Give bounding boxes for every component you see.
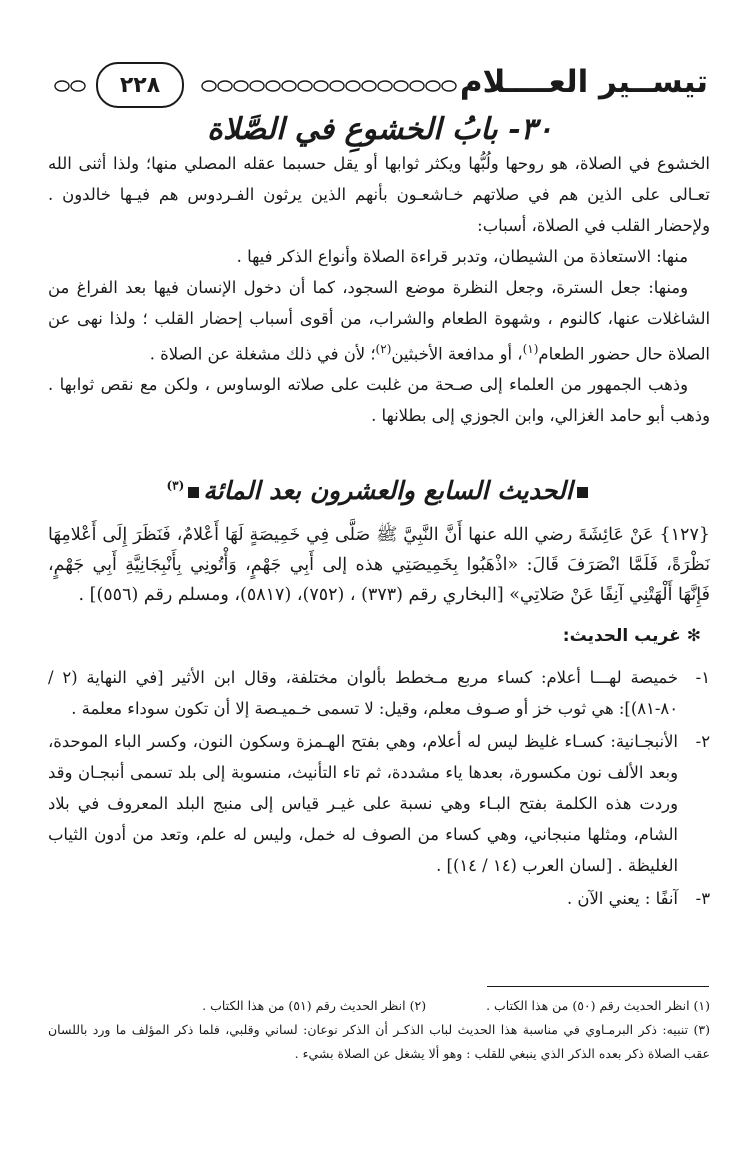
list-item [48, 662, 710, 724]
gharib-heading-text: غريب الحديث: [562, 626, 681, 646]
footnote-3: (٣) تنبيه: ذكر البرمـاوي في مناسبة هذا الحديث لباب الذكـر أن الذكر نوعان: لساني وقلبي، فلما ذكر المؤلف ما ورد باللسان عقب الصلاة ذكر بعده الذكر الذي ينبغي للقلب : وهو ألا يشغل عن الصلاة بشيء . [48, 1022, 710, 1061]
square-bullet-icon [577, 487, 588, 498]
paragraph-text: ، أو مدافعة الأخبثين [391, 344, 523, 364]
asterisk-icon: ✻ [686, 626, 701, 646]
hadith-heading [48, 476, 710, 505]
paragraph-causes-second [48, 272, 710, 369]
paragraph-text: ؛ لأن في ذلك مشغلة عن الصلاة . [149, 344, 376, 364]
page-header [52, 62, 708, 108]
footnote-divider [487, 986, 709, 987]
decorative-chain-ornament [200, 78, 460, 94]
gharib-list [48, 662, 710, 916]
page-number: ٢٢٨ [96, 62, 184, 108]
list-item-number: ٣- [695, 889, 710, 908]
footnote-ref-1: (١) [522, 342, 539, 356]
footnote-row [48, 994, 710, 1018]
list-item-text: آنفًا : يعني الآن . [567, 889, 678, 908]
paragraph-khushu: الخشوع في الصلاة، هو روحها ولُبُّها ويكثر ثوابها أو يقل حسبما عقله المصلي منها؛ ولذا أثنى الله تعـالى على الذين هم في صلاتهم خـاشعـون بأنهم الذين يرثون الفـردوس هم فيـها خالدون . ولإحضار القلب في الصلاة، أسباب: [48, 154, 710, 235]
hadith-text [48, 520, 710, 610]
intro-text [48, 148, 710, 431]
list-item-text: خميصة لهـــا أعلام: كساء مربع مـخطط بألوان مختلفة، وقال ابن الأثير [في النهاية (٢ / ٨٠-٨١)]: هي ثوب خز أو صـوف معلم، وقيل: لا تسمى خـميـصة إلا أن تكون سوداء معلمة . [48, 668, 678, 718]
list-item-text: الأنبجـانية: كسـاء غليظ ليس له أعلام، وهي بفتح الهـمزة وسكون النون، وكسر الباء الموحدة، وبعد الألف نون مكسورة، بعدها ياء مشددة، ثم تاء التأنيث، منسوبة إلى بلد تسمى أنبجـان وقد وردت هذه الكلمة بفتح البـاء وهي نسبة على غيـر قياس إلى منبج البلد المعروف في بلاد الشام، ومثلها منبجاني، وهي كساء من الصوف له خمل، وليس له علم، وتعد من أدون الثياب الغليظة . [لسان العرب (١٤ / ١٤)] . [48, 732, 678, 875]
footnote-ref-3: (٣) [166, 478, 185, 493]
list-item-number: ٢- [695, 732, 710, 751]
list-item-number: ١- [695, 668, 710, 687]
decorative-chain-ornament-small [52, 78, 96, 94]
gharib-heading [563, 626, 701, 646]
footnotes [48, 994, 710, 1066]
list-item [48, 726, 710, 881]
paragraph-text: ومنها: جعل السترة، وجعل النظرة موضع السجود، كما أن دخول الإنسان فيها بعد الفراغ من الشاغلات عنها، كالنوم ، وشهوة الطعام والشراب، من أقوى أسباب إحضار القلب ؛ ولذا نهى عن الصلاة حال حضور الطعام [48, 278, 710, 364]
list-item [48, 883, 710, 914]
footnote-1: (١) انظر الحديث رقم (٥٠) من هذا الكتاب . [486, 998, 710, 1013]
hadith-heading-text: الحديث السابع والعشرون بعد المائة [203, 476, 573, 505]
footnote-ref-2: (٢) [375, 342, 392, 356]
square-bullet-icon [188, 487, 199, 498]
chapter-title: ٣٠- بابُ الخشوعِ في الصَّلاة [207, 112, 553, 147]
paragraph-majority-opinion: وذهب الجمهور من العلماء إلى صـحة من غلبت على صلاته الوساوس ، ولكن مع نقص ثوابها . وذهب أبو حامد الغزالي، وابن الجوزي إلى بطلانها . [48, 375, 710, 426]
book-title: تيســير العــــلام [459, 64, 708, 100]
footnote-2: (٢) انظر الحديث رقم (٥١) من هذا الكتاب . [202, 998, 427, 1013]
paragraph-causes-first: منها: الاستعاذة من الشيطان، وتدبر قراءة الصلاة وأنواع الذكر فيها . [236, 247, 688, 266]
hadith-body: {١٢٧} عَنْ عَائِشَةَ رضي الله عنها أَنَّ النَّبِيَّ ﷺ صَلَّى فِي خَمِيصَةٍ لَهَا أَعْلامٌ، فَنَظَرَ إِلَى أَعْلامِهَا نَظْرَةً، فَلَمَّا انْصَرَفَ قَالَ: «اذْهَبُوا بِخَمِيصَتِي هذه إلى أَبِي جَهْمٍ، وَأْتُونِي بِأَنْبِجَانِيَّةِ أَبِي جَهْمٍ، فَإِنَّهَا أَلْهَتْنِي آنِفًا عَنْ صَلاتِي» [البخاري رقم (٣٧٣) ، (٧٥٢)، (٥٨١٧)، ومسلم رقم (٥٥٦)] . [48, 525, 710, 605]
